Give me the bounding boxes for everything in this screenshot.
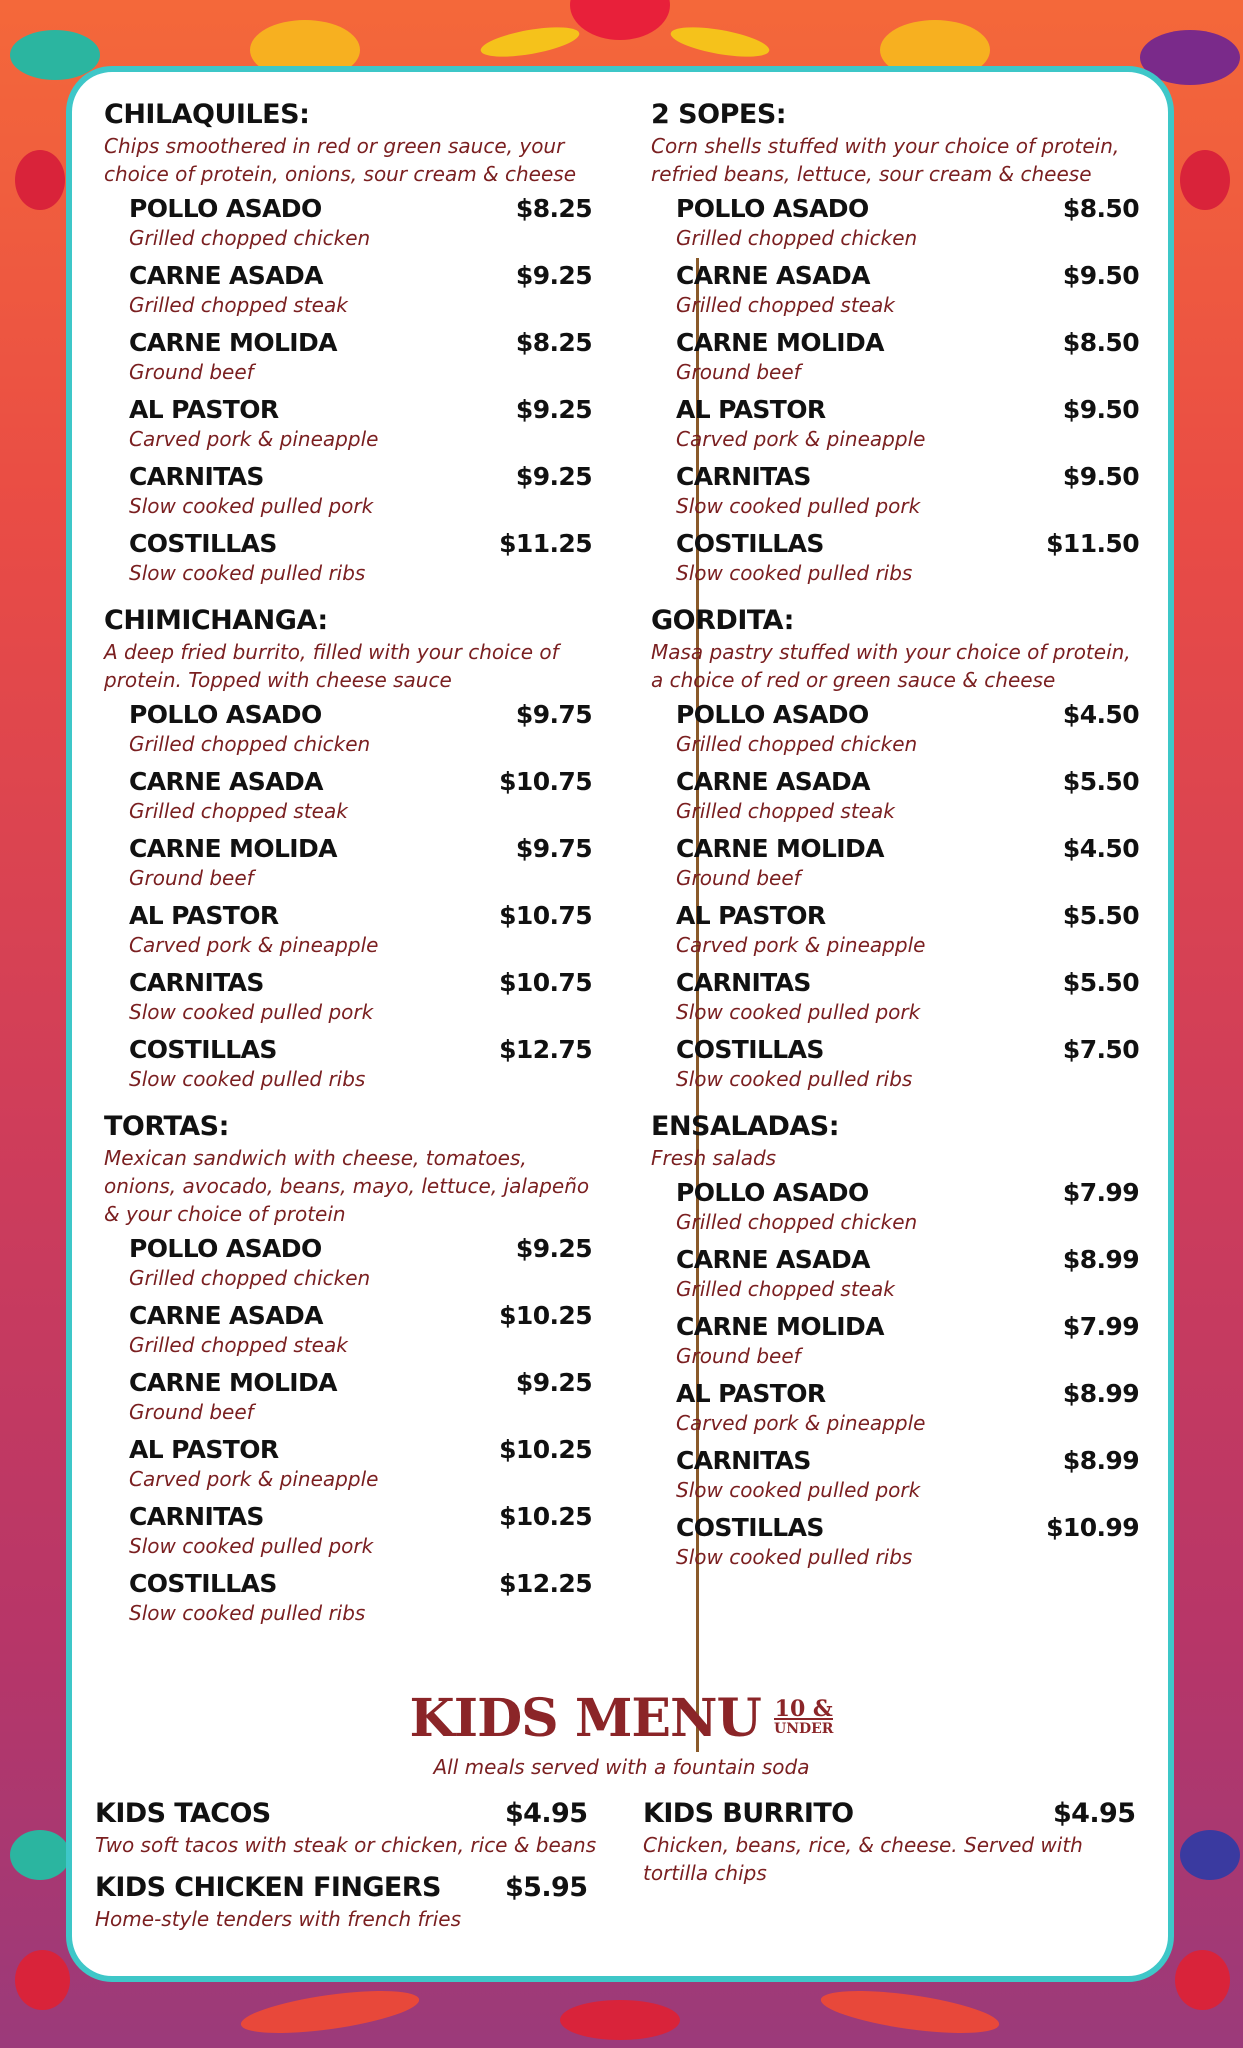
menu-item	[129, 1366, 592, 1433]
menu-item	[676, 1033, 1139, 1100]
item-name: POLLO ASADO	[129, 194, 322, 223]
item-name: COSTILLAS	[129, 529, 277, 558]
item-name: AL PASTOR	[129, 1435, 279, 1464]
menu-item	[676, 1511, 1139, 1578]
item-price: $9.25	[515, 395, 592, 424]
menu-section	[651, 98, 1139, 594]
item-description: Grilled chopped chicken	[129, 1266, 371, 1290]
item-name: POLLO ASADO	[676, 700, 869, 729]
item-name: CARNE MOLIDA	[129, 1368, 337, 1397]
item-price: $7.50	[1062, 1035, 1139, 1064]
menu-item	[676, 393, 1139, 460]
menu-items	[676, 1176, 1139, 1578]
section-description: Mexican sandwich with cheese, tomatoes, onions, avocado, beans, mayo, lettuce, jalapeño & your choice of protein	[104, 1146, 590, 1226]
item-price: $4.50	[1062, 834, 1139, 863]
item-name: AL PASTOR	[676, 1379, 826, 1408]
item-description: Grilled chopped steak	[676, 1277, 895, 1301]
item-price: $8.99	[1062, 1245, 1139, 1274]
item-name: CARNE MOLIDA	[129, 834, 337, 863]
kids-item-price: $4.95	[1053, 1798, 1136, 1829]
kids-item-name: KIDS CHICKEN FINGERS	[95, 1872, 441, 1903]
kids-item	[95, 1872, 605, 1933]
item-price: $9.75	[515, 700, 592, 729]
menu-item	[676, 1310, 1139, 1377]
item-name: CARNE ASADA	[129, 1301, 323, 1330]
menu-item	[129, 899, 592, 966]
item-description: Carved pork & pineapple	[129, 427, 379, 451]
item-price: $9.25	[515, 462, 592, 491]
item-description: Slow cooked pulled ribs	[676, 1067, 913, 1091]
item-name: CARNITAS	[129, 968, 264, 997]
item-name: AL PASTOR	[676, 901, 826, 930]
item-price: $7.99	[1062, 1312, 1139, 1341]
menu-item	[129, 192, 592, 259]
menu-item	[676, 326, 1139, 393]
menu-item	[129, 326, 592, 393]
menu-item	[676, 899, 1139, 966]
kids-item-name: KIDS BURRITO	[643, 1798, 854, 1829]
menu-item	[129, 832, 592, 899]
menu-item	[676, 527, 1139, 594]
item-price: $10.25	[499, 1301, 592, 1330]
item-price: $9.50	[1062, 261, 1139, 290]
item-price: $10.75	[499, 901, 592, 930]
section-description: Fresh salads	[651, 1146, 777, 1170]
item-name: COSTILLAS	[129, 1035, 277, 1064]
item-price: $11.25	[499, 529, 592, 558]
section-description: Corn shells stuffed with your choice of protein, refried beans, lettuce, sour cream & cheese	[651, 134, 1120, 186]
item-description: Ground beef	[676, 866, 801, 890]
item-name: CARNE MOLIDA	[676, 328, 884, 357]
item-description: Slow cooked pulled pork	[129, 494, 374, 518]
menu-items	[676, 192, 1139, 594]
item-description: Slow cooked pulled pork	[676, 494, 921, 518]
item-price: $8.25	[515, 328, 592, 357]
item-name: CARNE ASADA	[676, 261, 870, 290]
pepper-decoration	[15, 1950, 70, 2010]
item-description: Slow cooked pulled ribs	[676, 561, 913, 585]
item-description: Grilled chopped steak	[129, 1333, 348, 1357]
item-description: Grilled chopped steak	[676, 293, 895, 317]
item-description: Ground beef	[129, 1400, 254, 1424]
item-name: CARNITAS	[676, 968, 811, 997]
leaf-decoration	[10, 1830, 70, 1880]
item-name: COSTILLAS	[676, 1035, 824, 1064]
item-description: Ground beef	[129, 866, 254, 890]
item-name: POLLO ASADO	[129, 1234, 322, 1263]
pepper-decoration	[15, 150, 65, 210]
item-name: CARNITAS	[676, 462, 811, 491]
menu-items	[129, 192, 592, 594]
menu-item	[676, 765, 1139, 832]
section-title: CHILAQUILES:	[104, 99, 310, 130]
item-description: Grilled chopped chicken	[676, 1210, 918, 1234]
menu-items	[129, 1232, 592, 1634]
item-description: Slow cooked pulled pork	[676, 1000, 921, 1024]
menu-item	[129, 393, 592, 460]
item-description: Carved pork & pineapple	[676, 427, 926, 451]
item-name: COSTILLAS	[676, 1513, 824, 1542]
menu-section	[651, 1110, 1139, 1578]
item-name: CARNE MOLIDA	[676, 834, 884, 863]
menu-item	[676, 259, 1139, 326]
section-title: GORDITA:	[651, 605, 794, 636]
menu-item	[129, 765, 592, 832]
item-price: $5.50	[1062, 968, 1139, 997]
menu-items	[129, 698, 592, 1100]
menu-item	[129, 1433, 592, 1500]
item-name: POLLO ASADO	[676, 1178, 869, 1207]
kids-item-desc: Two soft tacos with steak or chicken, rice & beans	[95, 1833, 597, 1857]
age-badge	[773, 1695, 834, 1738]
age-badge-top: 10 &	[774, 1695, 833, 1722]
item-price: $5.50	[1062, 767, 1139, 796]
flower-decoration	[570, 0, 670, 40]
item-price: $10.25	[499, 1502, 592, 1531]
menu-item	[676, 966, 1139, 1033]
item-name: CARNE MOLIDA	[129, 328, 337, 357]
item-price: $9.50	[1062, 462, 1139, 491]
menu-section	[104, 604, 592, 1100]
item-name: CARNE MOLIDA	[676, 1312, 884, 1341]
menu-item	[129, 698, 592, 765]
leaf-decoration	[669, 21, 772, 62]
menu-item	[676, 460, 1139, 527]
item-price: $10.99	[1046, 1513, 1139, 1542]
item-price: $9.75	[515, 834, 592, 863]
item-name: COSTILLAS	[676, 529, 824, 558]
item-price: $8.50	[1062, 328, 1139, 357]
item-description: Slow cooked pulled pork	[129, 1534, 374, 1558]
menu-item	[676, 698, 1139, 765]
item-description: Carved pork & pineapple	[129, 1467, 379, 1491]
menu-item	[676, 832, 1139, 899]
item-description: Grilled chopped steak	[676, 799, 895, 823]
item-description: Slow cooked pulled ribs	[129, 561, 366, 585]
item-name: CARNITAS	[129, 462, 264, 491]
item-description: Slow cooked pulled ribs	[129, 1601, 366, 1625]
item-price: $8.50	[1062, 194, 1139, 223]
leaf-decoration	[479, 21, 582, 62]
kids-menu-subtitle: All meals served with a fountain soda	[433, 1755, 810, 1779]
menu-item	[676, 192, 1139, 259]
menu-section	[104, 98, 592, 594]
item-description: Ground beef	[676, 360, 801, 384]
menu-item	[129, 527, 592, 594]
flower-decoration	[560, 2000, 680, 2040]
item-name: CARNE ASADA	[676, 767, 870, 796]
item-description: Grilled chopped chicken	[129, 732, 371, 756]
item-description: Slow cooked pulled pork	[676, 1478, 921, 1502]
right-column	[651, 98, 1139, 1588]
item-description: Carved pork & pineapple	[676, 933, 926, 957]
kids-item-name: KIDS TACOS	[95, 1798, 271, 1829]
menu-item	[129, 460, 592, 527]
menu-item	[129, 1299, 592, 1366]
item-description: Slow cooked pulled pork	[129, 1000, 374, 1024]
section-description: Chips smoothered in red or green sauce, your choice of protein, onions, sour cream & cheese	[104, 134, 577, 186]
item-price: $8.99	[1062, 1446, 1139, 1475]
section-title: 2 SOPES:	[651, 99, 787, 130]
menu-section	[651, 604, 1139, 1100]
item-price: $11.50	[1046, 529, 1139, 558]
menu-items	[676, 698, 1139, 1100]
kids-menu-title	[0, 1688, 1243, 1749]
item-price: $12.75	[499, 1035, 592, 1064]
section-description: A deep fried burrito, filled with your choice of protein. Topped with cheese sauce	[104, 640, 559, 692]
item-price: $9.25	[515, 1234, 592, 1263]
item-name: CARNE ASADA	[676, 1245, 870, 1274]
menu-item	[676, 1176, 1139, 1243]
pepper-decoration	[1175, 1950, 1230, 2010]
menu-item	[129, 259, 592, 326]
item-description: Carved pork & pineapple	[129, 933, 379, 957]
left-column	[104, 98, 592, 1644]
item-description: Grilled chopped chicken	[676, 732, 918, 756]
item-price: $9.25	[515, 1368, 592, 1397]
kids-item-price: $5.95	[505, 1872, 588, 1903]
item-name: AL PASTOR	[676, 395, 826, 424]
item-description: Grilled chopped steak	[129, 799, 348, 823]
item-price: $10.75	[499, 968, 592, 997]
kids-menu-heading: KIDS MENU	[409, 1688, 761, 1749]
menu-item	[129, 966, 592, 1033]
kids-item	[643, 1798, 1143, 1887]
item-name: CARNE ASADA	[129, 767, 323, 796]
item-price: $8.25	[515, 194, 592, 223]
item-description: Grilled chopped chicken	[676, 226, 918, 250]
menu-item	[129, 1500, 592, 1567]
item-name: CARNE ASADA	[129, 261, 323, 290]
item-price: $10.25	[499, 1435, 592, 1464]
item-description: Slow cooked pulled ribs	[129, 1067, 366, 1091]
menu-item	[129, 1232, 592, 1299]
section-title: CHIMICHANGA:	[104, 605, 328, 636]
item-name: CARNITAS	[676, 1446, 811, 1475]
item-price: $9.50	[1062, 395, 1139, 424]
item-price: $10.75	[499, 767, 592, 796]
menu-section	[104, 1110, 592, 1634]
item-name: POLLO ASADO	[129, 700, 322, 729]
item-price: $4.50	[1062, 700, 1139, 729]
kids-item-desc: Home-style tenders with french fries	[95, 1907, 462, 1931]
item-description: Ground beef	[676, 1344, 801, 1368]
menu-item	[129, 1033, 592, 1100]
item-price: $12.25	[499, 1569, 592, 1598]
item-name: CARNITAS	[129, 1502, 264, 1531]
section-description: Masa pastry stuffed with your choice of protein, a choice of red or green sauce & cheese	[651, 640, 1131, 692]
menu-item	[676, 1377, 1139, 1444]
age-badge-bottom: UNDER	[774, 1718, 833, 1738]
item-name: AL PASTOR	[129, 395, 279, 424]
menu-item	[676, 1444, 1139, 1511]
item-description: Grilled chopped steak	[129, 293, 348, 317]
kids-item-desc: Chicken, beans, rice, & cheese. Served with tortilla chips	[643, 1833, 1083, 1885]
leaf-decoration	[1180, 1830, 1240, 1880]
item-price: $8.99	[1062, 1379, 1139, 1408]
menu-item	[676, 1243, 1139, 1310]
item-name: COSTILLAS	[129, 1569, 277, 1598]
item-price: $5.50	[1062, 901, 1139, 930]
pepper-decoration	[1180, 150, 1230, 210]
section-title: TORTAS:	[104, 1111, 229, 1142]
item-description: Grilled chopped chicken	[129, 226, 371, 250]
item-description: Carved pork & pineapple	[676, 1411, 926, 1435]
item-price: $9.25	[515, 261, 592, 290]
menu-item	[129, 1567, 592, 1634]
section-title: ENSALADAS:	[651, 1111, 840, 1142]
item-price: $7.99	[1062, 1178, 1139, 1207]
kids-item-price: $4.95	[505, 1798, 588, 1829]
item-description: Slow cooked pulled ribs	[676, 1545, 913, 1569]
pepper-decoration	[819, 1983, 1002, 2042]
pepper-decoration	[239, 1983, 422, 2042]
kids-item	[95, 1798, 605, 1859]
item-description: Ground beef	[129, 360, 254, 384]
item-name: POLLO ASADO	[676, 194, 869, 223]
item-name: AL PASTOR	[129, 901, 279, 930]
